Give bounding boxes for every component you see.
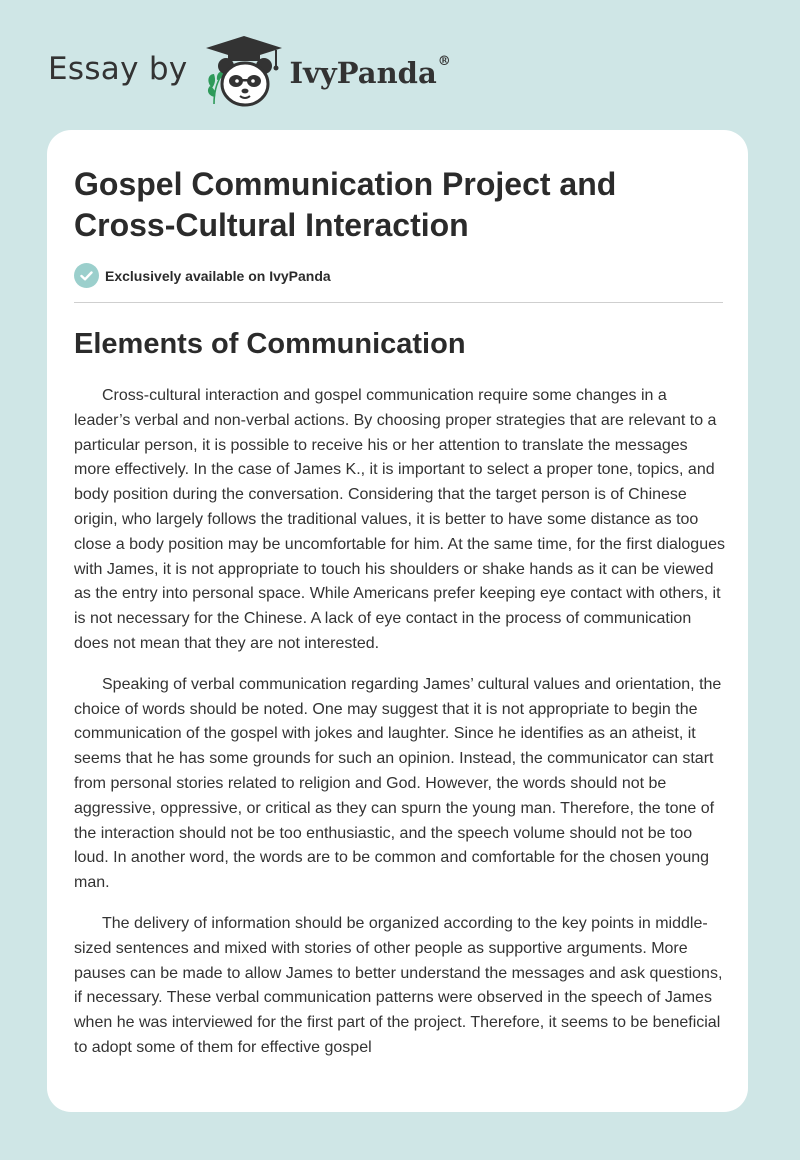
article-body xyxy=(74,384,726,1077)
panda-graduate-icon xyxy=(202,34,286,110)
site-header xyxy=(48,34,451,110)
exclusive-badge xyxy=(74,263,331,288)
page-title: Gospel Communication Project and Cross-Cultural Interaction xyxy=(74,166,617,243)
paragraph: The delivery of information should be organized according to the key points in middle-sized sentences and mixed with stories of other people as supportive arguments. More pauses can be made to allow James to better understand the messages and ask questions, if necessary. These verbal communication patterns were observed in the speech of James when he was interviewed for the first part of the project. Therefore, it seems to be beneficial to adopt some of them for effective gospel xyxy=(74,914,723,1056)
registered-mark: ® xyxy=(437,54,451,69)
brand-name[interactable] xyxy=(290,56,451,90)
essay-by-label: Essay by xyxy=(48,51,188,87)
paragraph: Speaking of verbal communication regarding James’ cultural values and orientation, the choice of words should be noted. One may suggest that it is not appropriate to begin the communication of the gospel with jokes and laughter. Since he identifies as an atheist, it seems that he has some grounds for such an opinion. Instead, the communicator can start from personal stories related to religion and God. However, the words should not be aggressive, oppressive, or critical as they can spurn the young man. Therefore, the tone of the interaction should not be too enthusiastic, and the speech volume should not be too loud. In another word, the words are to be common and comfortable for the chosen young man. xyxy=(74,675,722,892)
article-card xyxy=(47,130,748,1112)
exclusive-badge-label: Exclusively available on IvyPanda xyxy=(105,267,331,284)
paragraph: Cross-cultural interaction and gospel communication require some changes in a leader’s verbal and non-verbal actions. By choosing proper strategies that are relevant to a particular person, it is possible to receive his or her attention to translate the messages more effectively. In the case of James K., it is important to select a proper tone, topics, and body position during the conversation. Considering that the target person is of Chinese origin, who largely follows the traditional values, it is better to have some distance as too close a body position may be uncomfortable for him. At the same time, for the first dialogues with James, it is not appropriate to touch his shoulders or shake hands as it can be viewed as the entry into personal space. While Americans prefer keeping eye contact with others, it is not necessary for the Chinese. A lack of eye contact in the process of communication does not mean that they are not interested. xyxy=(74,387,725,652)
title-divider xyxy=(74,302,723,303)
section-heading: Elements of Communication xyxy=(74,328,466,360)
check-circle-icon xyxy=(74,263,99,288)
brand-label: IvyPanda xyxy=(289,56,437,90)
